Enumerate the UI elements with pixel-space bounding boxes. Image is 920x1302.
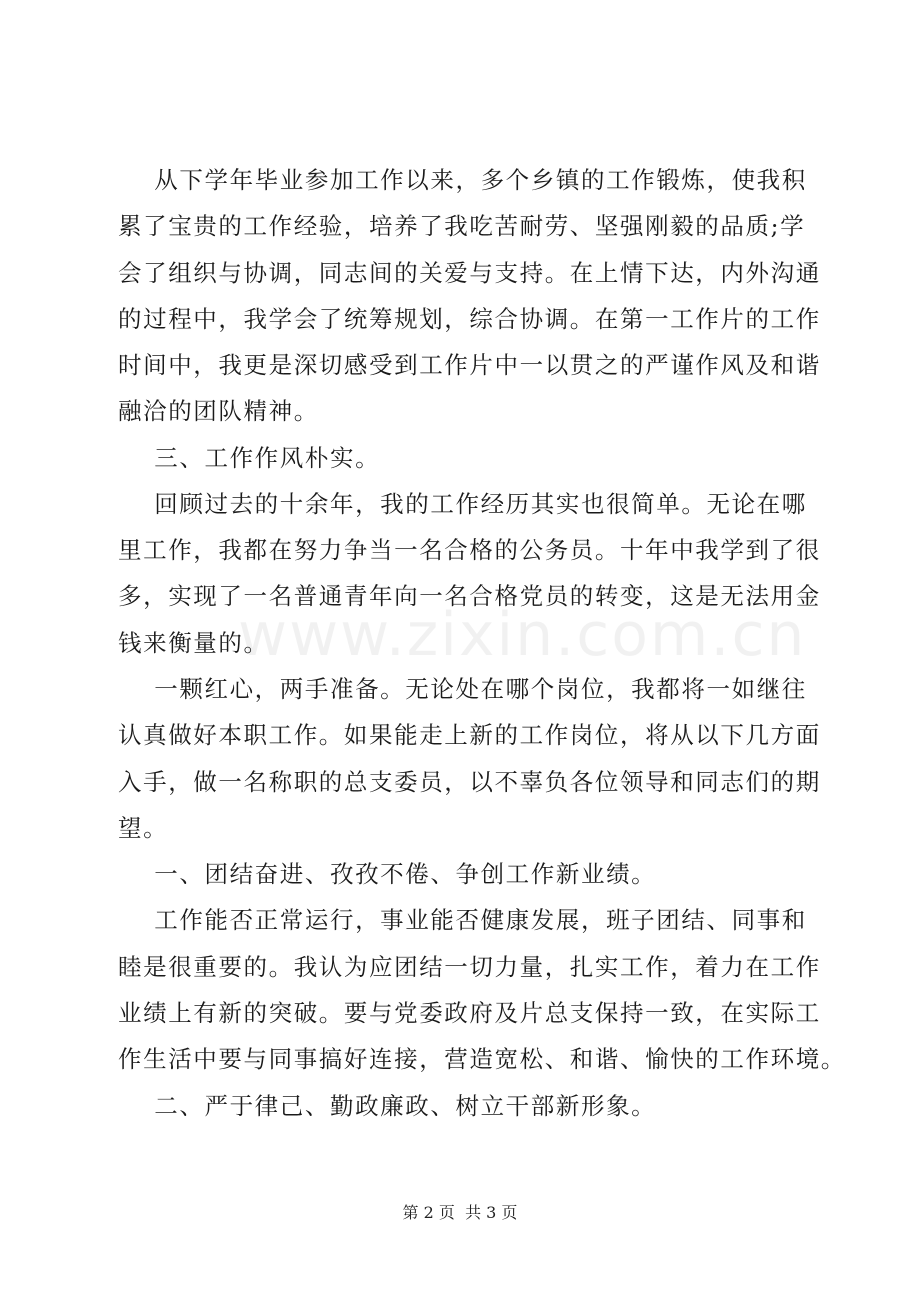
text-line: 认真做好本职工作。如果能走上新的工作岗位，将从以下几方面 (118, 721, 821, 749)
text-line: 里工作，我都在努力争当一名合格的公务员。十年中我学到了很 (118, 536, 821, 564)
watermark: www.zixin.com.cn (238, 600, 807, 670)
text-line: 业绩上有新的突破。要与党委政府及片总支保持一致，在实际工 (118, 999, 821, 1027)
text-line: 望。 (118, 814, 169, 842)
section-heading: 三、工作作风朴实。 (118, 444, 381, 472)
text-line: 钱来衡量的。 (118, 629, 269, 657)
text-line: 的过程中，我学会了统筹规划，综合协调。在第一工作片的工作 (118, 305, 821, 333)
text-line: 一颗红心，两手准备。无论处在哪个岗位，我都将一如继往 (118, 675, 807, 703)
text-line: 作生活中要与同事搞好连接，营造宽松、和谐、愉快的工作环境。 (118, 1045, 846, 1073)
text-line: 睦是很重要的。我认为应团结一切力量，扎实工作，着力在工作 (118, 953, 821, 981)
section-heading: 二、严于律己、勤政廉政、树立干部新形象。 (118, 1092, 657, 1120)
text-line: 会了组织与协调，同志间的关爱与支持。在上情下达，内外沟通 (118, 259, 821, 287)
text-line: 融洽的团队精神。 (118, 397, 319, 425)
text-line: 从下学年毕业参加工作以来，多个乡镇的工作锻炼，使我积 (118, 166, 807, 194)
page-footer: 第 2 页 共 3 页 (402, 1203, 518, 1222)
text-line: 多，实现了一名普通青年向一名合格党员的转变，这是无法用金 (118, 582, 821, 610)
text-line: 入手，做一名称职的总支委员，以不辜负各位领导和同志们的期 (118, 768, 821, 796)
text-line: 时间中，我更是深切感受到工作片中一以贯之的严谨作风及和谐 (118, 351, 821, 379)
section-heading: 一、团结奋进、孜孜不倦、争创工作新业绩。 (118, 860, 657, 888)
text-line: 回顾过去的十余年，我的工作经历其实也很简单。无论在哪 (118, 490, 807, 518)
text-line: 累了宝贵的工作经验，培养了我吃苦耐劳、坚强刚毅的品质;学 (118, 212, 806, 240)
text-line: 工作能否正常运行，事业能否健康发展，班子团结、同事和 (118, 906, 807, 934)
